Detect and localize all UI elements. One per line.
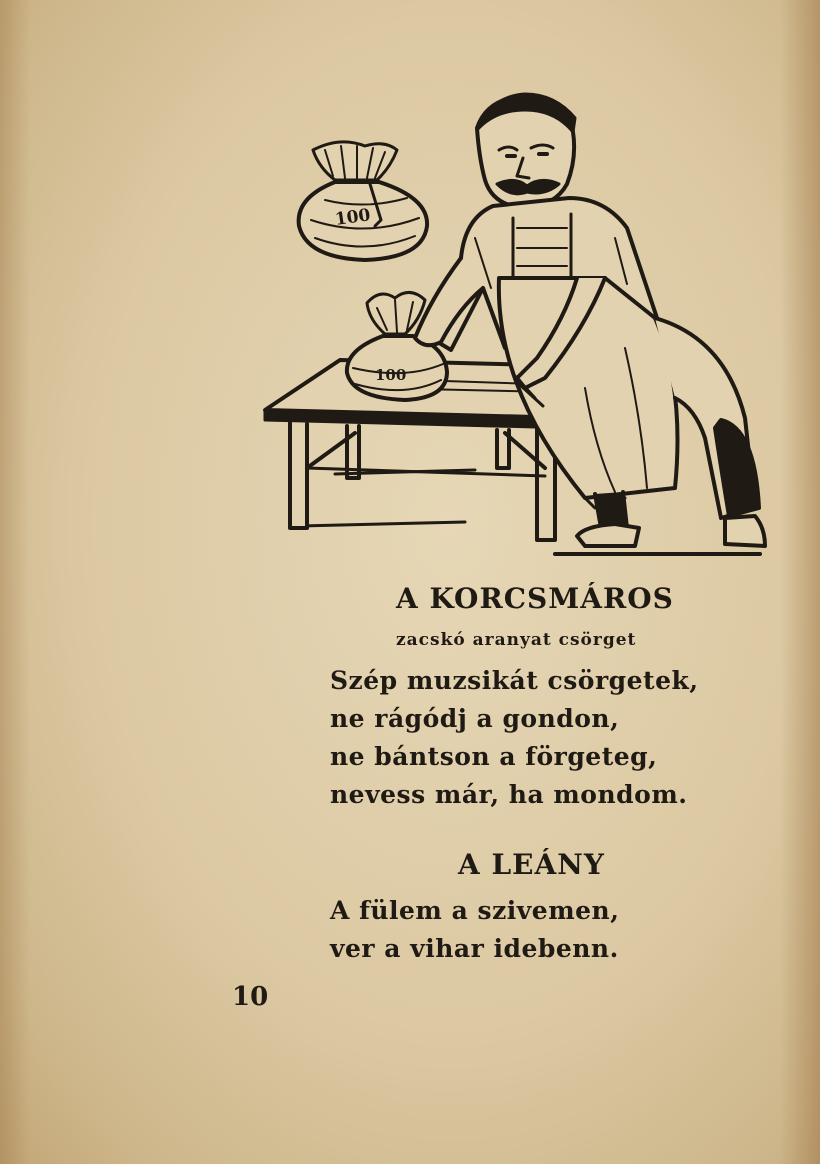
verse-line: ne rágódj a gondon, — [330, 704, 620, 733]
verse-line: ver a vihar idebenn. — [330, 934, 619, 963]
upper-bag-label: 100 — [333, 205, 372, 230]
page-shadow-right — [780, 0, 820, 1164]
woodcut-illustration-innkeeper — [255, 88, 775, 568]
verse-line: A fülem a szivemen, — [330, 896, 620, 925]
innkeeper-figure — [415, 94, 765, 546]
page-shadow-left — [0, 0, 30, 1164]
lower-bag-label: 100 — [375, 366, 407, 384]
verse-line: ne bántson a förgeteg, — [330, 742, 658, 771]
verse-line: Szép muzsikát csörgetek, — [330, 666, 699, 695]
section-heading-girl: A LEÁNY — [458, 848, 605, 881]
verse-line: nevess már, ha mondom. — [330, 780, 688, 809]
money-bag-upper — [299, 142, 427, 260]
page-number: 10 — [232, 982, 269, 1012]
stage-direction: zacskó aranyat csörget — [396, 630, 637, 650]
section-heading-innkeeper: A KORCSMÁROS — [396, 582, 674, 615]
